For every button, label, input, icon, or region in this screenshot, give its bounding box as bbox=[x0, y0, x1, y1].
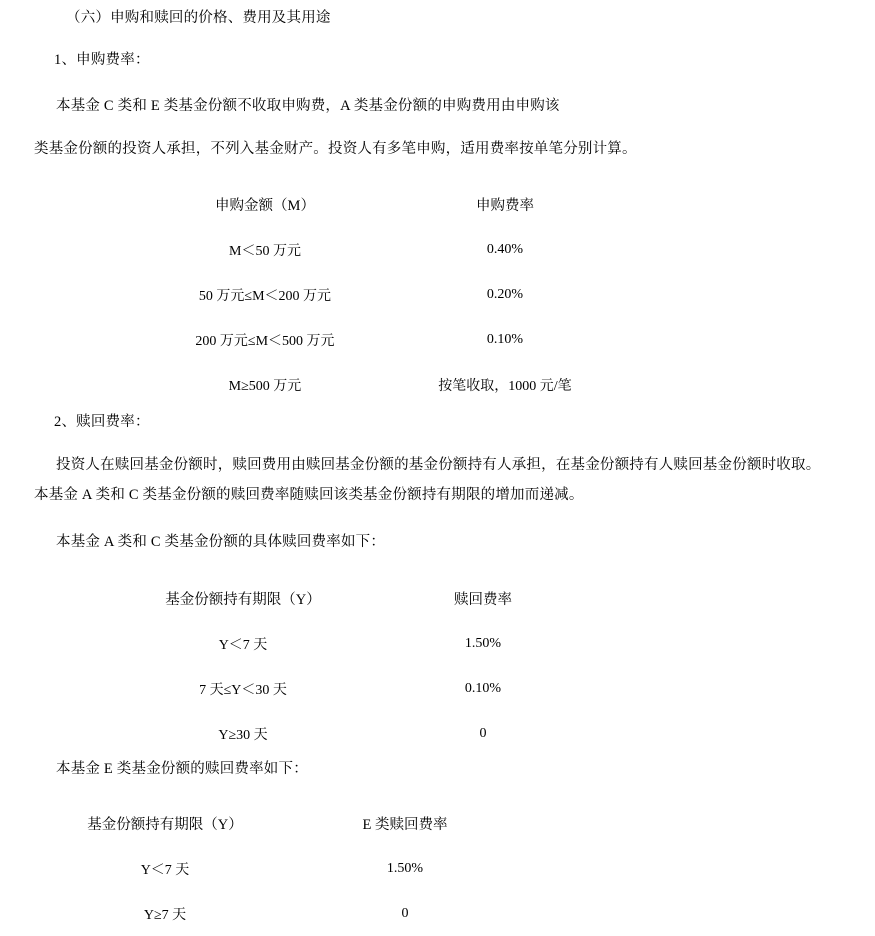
table-cell-holding-period: 7 天≤Y＜30 天 bbox=[199, 682, 287, 698]
table-header-holding-period: 基金份额持有期限（Y） bbox=[165, 592, 321, 608]
table-cell-rate: 0.40% bbox=[486, 241, 524, 257]
table-cell-holding-period: Y＜7 天 bbox=[218, 637, 268, 653]
redemption-fee-table-e bbox=[40, 801, 520, 936]
table-header-amount: 申购金额（M） bbox=[215, 198, 315, 214]
redemption-fee-table-ac bbox=[118, 576, 598, 756]
table-header-holding-period: 基金份额持有期限（Y） bbox=[87, 817, 243, 833]
table-cell-holding-period: Y＜7 天 bbox=[140, 862, 190, 878]
table-cell-rate: 1.50% bbox=[386, 860, 424, 876]
table-cell-rate: 按笔收取，1000 元/笔 bbox=[438, 378, 572, 394]
table-cell-amount: M＜50 万元 bbox=[229, 243, 301, 259]
table-cell-holding-period: Y≥7 天 bbox=[143, 907, 187, 923]
subsection-1-paragraph-line-1: 本基金 C 类和 E 类基金份额不收取申购费，A 类基金份额的申购费用由申购该 bbox=[56, 98, 560, 114]
table-header-row bbox=[40, 801, 520, 846]
subsection-1-paragraph-line-2: 类基金份额的投资人承担，不列入基金财产。投资人有多笔申购，适用费率按单笔分别计算。 bbox=[34, 141, 637, 157]
subsection-2-subtitle-ac: 本基金 A 类和 C 类基金份额的具体赎回费率如下： bbox=[56, 534, 386, 550]
table-header-row bbox=[118, 576, 598, 621]
table-cell-amount: 200 万元≤M＜500 万元 bbox=[195, 333, 335, 349]
table-cell-rate: 0.10% bbox=[486, 331, 524, 347]
table-row bbox=[40, 846, 520, 891]
table-cell-amount: 50 万元≤M＜200 万元 bbox=[198, 288, 332, 304]
table-row bbox=[118, 621, 598, 666]
table-row bbox=[118, 666, 598, 711]
table-header-row bbox=[140, 182, 620, 227]
subsection-1-title: 1、申购费率： bbox=[54, 52, 150, 68]
table-cell-rate: 0 bbox=[401, 905, 409, 921]
subsection-2-paragraph-line-2: 本基金 A 类和 C 类基金份额的赎回费率随赎回该类基金份额持有期限的增加而递减。 bbox=[34, 487, 584, 503]
table-cell-amount: M≥500 万元 bbox=[228, 378, 302, 394]
table-header-rate-e: E 类赎回费率 bbox=[362, 817, 448, 833]
table-cell-rate: 0 bbox=[479, 725, 487, 741]
table-row bbox=[140, 272, 620, 317]
table-header-rate: 赎回费率 bbox=[454, 592, 512, 608]
table-cell-holding-period: Y≥30 天 bbox=[218, 727, 268, 743]
table-row bbox=[40, 891, 520, 936]
table-row bbox=[140, 362, 620, 407]
table-row bbox=[140, 317, 620, 362]
table-row bbox=[118, 711, 598, 756]
table-cell-rate: 1.50% bbox=[464, 635, 502, 651]
table-header-rate: 申购费率 bbox=[476, 198, 534, 214]
table-row bbox=[140, 227, 620, 272]
table-cell-rate: 0.20% bbox=[486, 286, 524, 302]
table-cell-rate: 0.10% bbox=[464, 680, 502, 696]
subsection-2-title: 2、赎回费率： bbox=[54, 414, 150, 430]
section-heading: （六）申购和赎回的价格、费用及其用途 bbox=[66, 10, 331, 26]
subsection-2-paragraph-line-1: 投资人在赎回基金份额时，赎回费用由赎回基金份额的基金份额持有人承担，在基金份额持有人赎回基金份额时收取。 bbox=[56, 457, 821, 473]
subsection-2-subtitle-e: 本基金 E 类基金份额的赎回费率如下： bbox=[56, 761, 308, 777]
subscription-fee-table bbox=[140, 182, 620, 407]
